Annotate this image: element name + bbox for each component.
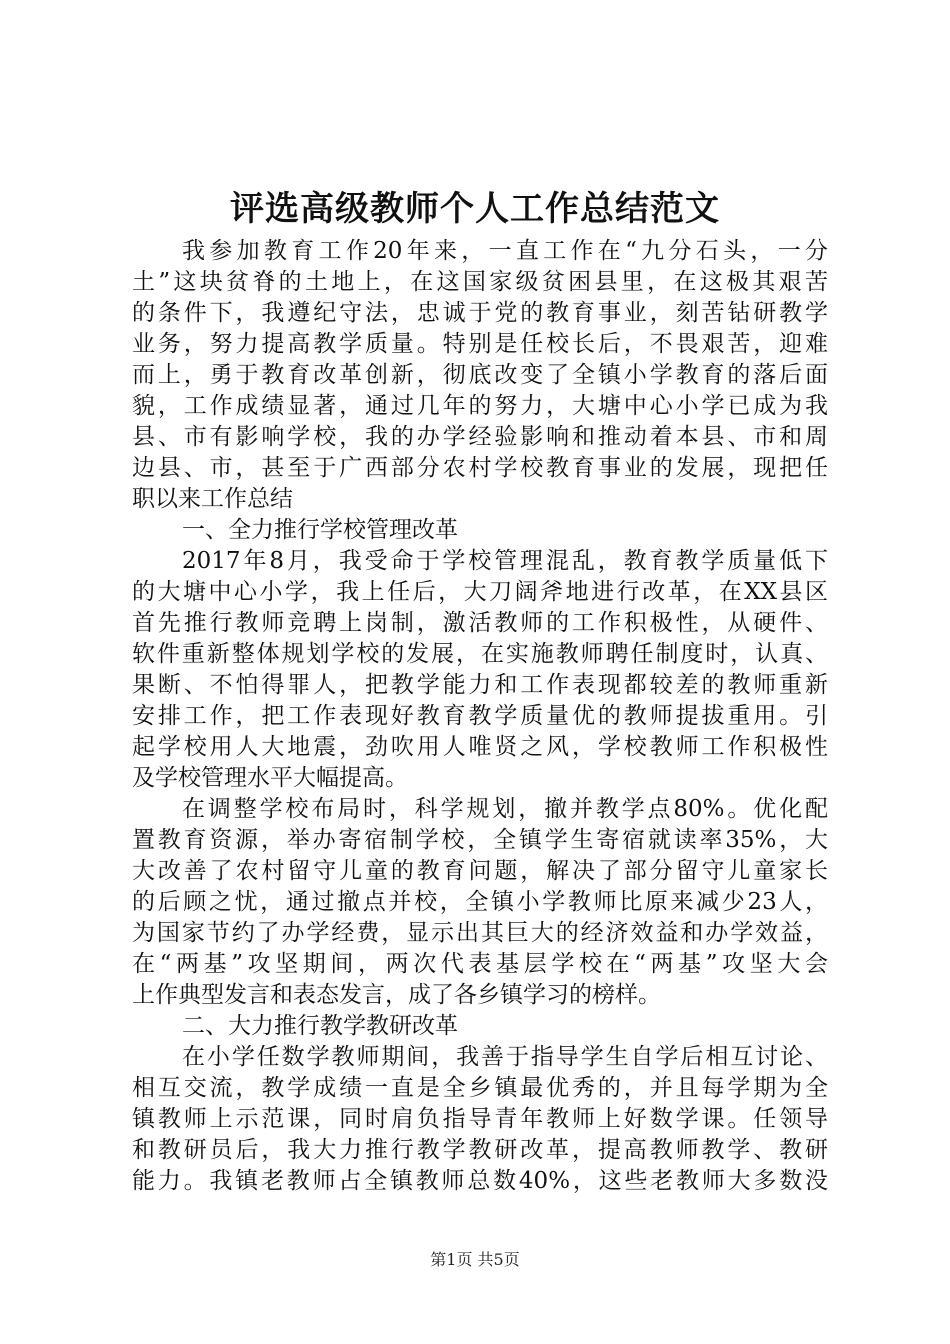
text-line: 业务，努力提高教学质量。特别是任校长后，不畏艰苦，迎难 xyxy=(132,331,828,357)
text-line: 果断、不怕得罪人，把教学能力和工作表现都较差的教师重新 xyxy=(132,672,828,698)
text-line: 在调整学校布局时，科学规划，撤并教学点80%。优化配 xyxy=(182,796,828,822)
text-line: 软件重新整体规划学校的发展，在实施教师聘任制度时，认真、 xyxy=(132,641,828,667)
text-line: 及学校管理水平大幅提高。 xyxy=(132,765,408,791)
text-line: 能力。我镇老教师占全镇教师总数40%，这些老教师大多数没 xyxy=(132,1168,828,1194)
text-line: 置教育资源，举办寄宿制学校，全镇学生寄宿就读率35%，大 xyxy=(132,827,828,853)
section-heading: 二、大力推行教学教研改革 xyxy=(182,1013,458,1039)
text-line: 大改善了农村留守儿童的教育问题，解决了部分留守儿童家长 xyxy=(132,858,828,884)
section-heading: 一、全力推行学校管理改革 xyxy=(182,517,458,543)
text-line: 在“两基”攻坚期间，两次代表基层学校在“两基”攻坚大会 xyxy=(132,951,828,977)
text-line: 职以来工作总结 xyxy=(132,486,293,512)
text-line: 边县、市，甚至于广西部分农村学校教育事业的发展，现把任 xyxy=(132,455,828,481)
text-line: 为国家节约了办学经费，显示出其巨大的经济效益和办学效益， xyxy=(132,920,828,946)
text-line: 起学校用人大地震，劲吹用人唯贤之风，学校教师工作积极性 xyxy=(132,734,828,760)
text-line: 的条件下，我遵纪守法，忠诚于党的教育事业，刻苦钻研教学 xyxy=(132,300,828,326)
text-line: 镇教师上示范课，同时肩负指导青年教师上好数学课。任领导 xyxy=(132,1106,828,1132)
text-line: 安排工作，把工作表现好教育教学质量优的教师提拔重用。引 xyxy=(132,703,828,729)
text-line: 貌，工作成绩显著，通过几年的努力，大塘中心小学已成为我 xyxy=(132,393,828,419)
text-line: 土”这块贫脊的土地上，在这国家级贫困县里，在这极其艰苦 xyxy=(132,269,828,295)
text-line: 的大塘中心小学，我上任后，大刀阔斧地进行改革，在XX县区 xyxy=(132,579,828,605)
text-line: 首先推行教师竞聘上岗制，激活教师的工作积极性，从硬件、 xyxy=(132,610,828,636)
text-line: 我参加教育工作20年来，一直工作在“九分石头，一分 xyxy=(182,238,828,264)
text-line: 上作典型发言和表态发言，成了各乡镇学习的榜样。 xyxy=(132,982,661,1008)
document-body xyxy=(132,236,828,1197)
text-line: 在小学任数学教师期间，我善于指导学生自学后相互讨论、 xyxy=(182,1044,828,1070)
document-title: 评选高级教师个人工作总结范文 xyxy=(230,189,720,229)
text-line: 2017年8月，我受命于学校管理混乱，教育教学质量低下 xyxy=(182,548,828,574)
text-line: 县、市有影响学校，我的办学经验影响和推动着本县、市和周 xyxy=(132,424,828,450)
text-line: 和教研员后，我大力推行教学教研改革，提高教师教学、教研 xyxy=(132,1137,828,1163)
page-footer: 第1页 共5页 xyxy=(430,1250,520,1269)
text-line: 而上，勇于教育改革创新，彻底改变了全镇小学教育的落后面 xyxy=(132,362,828,388)
text-line: 相互交流，教学成绩一直是全乡镇最优秀的，并且每学期为全 xyxy=(132,1075,828,1101)
text-line: 的后顾之忧，通过撤点并校，全镇小学教师比原来减少23人， xyxy=(132,889,828,915)
